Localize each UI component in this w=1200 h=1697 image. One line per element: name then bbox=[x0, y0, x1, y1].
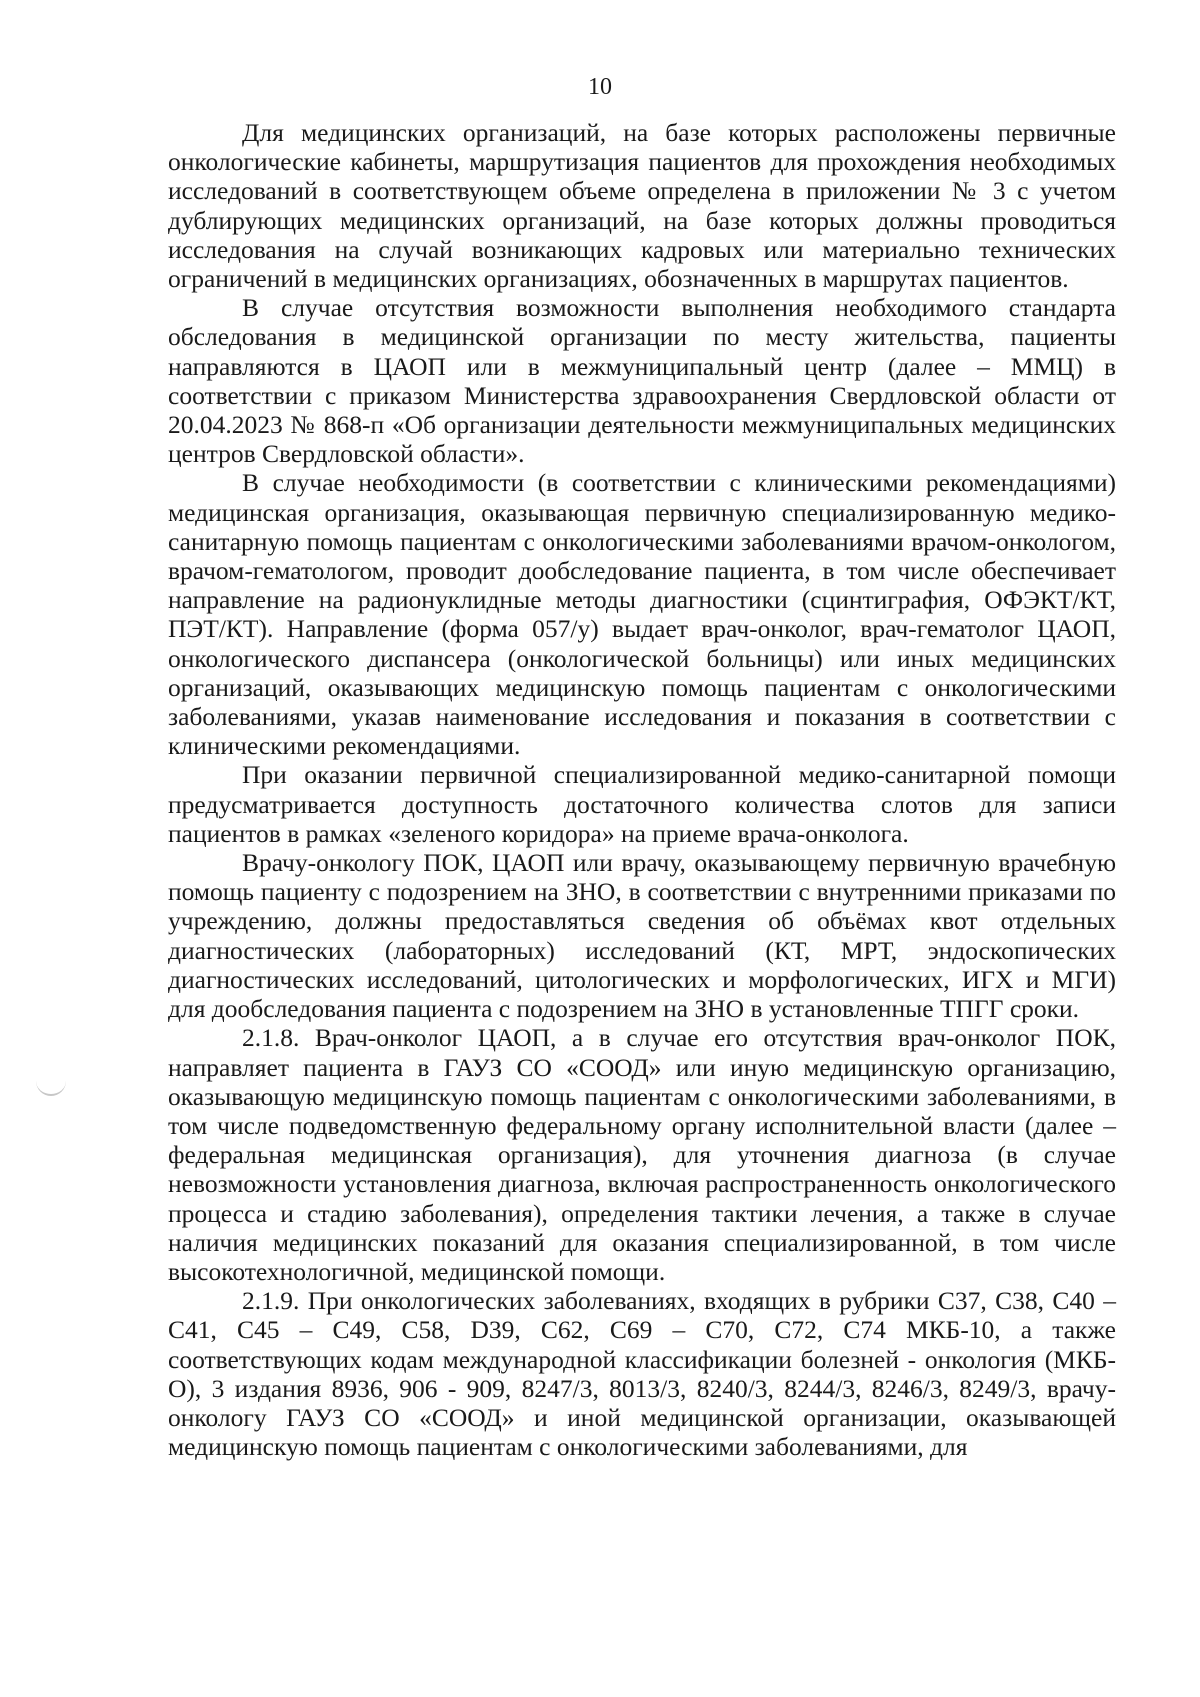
paragraph-additional-examination: В случае необходимости (в соответствии с клиническими рекомендациями) медицинская организация, оказывающая первичную специализированную медико-санитарную помощь пациентам с онкологическими заболеваниями врачом-онкологом, врачом-гематологом, проводит дообследование пациента, в том числе обеспечивает направление на радионуклидные методы диагностики (сцинтиграфия, ОФЭКТ/КТ, ПЭТ/КТ). Направление (форма 057/у) выдает врач-онколог, врач-гематолог ЦАОП, онкологического диспансера (онкологической больницы) или иных медицинских организаций, оказывающих медицинскую помощь пациентам с онкологическими заболеваниями, указав наименование исследования и показания в соответствии с клиническими рекомендациями. bbox=[168, 468, 1116, 761]
paragraph-section-2-1-8: 2.1.8. Врач-онколог ЦАОП, а в случае его отсутствия врач-онколог ПОК, направляет пациента в ГАУЗ СО «СООД» или иную медицинскую организацию, оказывающую медицинскую помощь пациентам с онкологическими заболеваниями, в том числе подведомственную федеральному органу исполнительной власти (далее – федеральная медицинская организация), для уточнения диагноза (в случае невозможности установления диагноза, включая распространенность онкологического процесса и стадию заболевания), определения тактики лечения, а также в случае наличия медицинских показаний для оказания специализированной, в том числе высокотехнологичной, медицинской помощи. bbox=[168, 1023, 1116, 1286]
paragraph-quota-information: Врачу-онкологу ПОК, ЦАОП или врачу, оказывающему первичную врачебную помощь пациенту с подозрением на ЗНО, в соответствии с внутренними приказами по учреждению, должны предоставляться сведения об объёмах квот отдельных диагностических (лабораторных) исследований (КТ, МРТ, эндоскопических диагностических исследований, цитологических и морфологических, ИГХ и МГИ) для дообследования пациента с подозрением на ЗНО в установленные ТПГГ сроки. bbox=[168, 848, 1116, 1024]
page-number: 10 bbox=[588, 74, 612, 100]
document-body bbox=[168, 118, 1116, 1461]
paragraph-no-examination-possibility: В случае отсутствия возможности выполнения необходимого стандарта обследования в медицинской организации по месту жительства, пациенты направляются в ЦАОП или в межмуниципальный центр (далее – ММЦ) в соответствии с приказом Министерства здравоохранения Свердловской области от 20.04.2023 № 868-п «Об организации деятельности межмуниципальных медицинских центров Свердловской области». bbox=[168, 293, 1116, 469]
paragraph-green-corridor: При оказании первичной специализированной медико-санитарной помощи предусматривается доступность достаточного количества слотов для записи пациентов в рамках «зеленого коридора» на приеме врача-онколога. bbox=[168, 760, 1116, 848]
scan-artifact-mark bbox=[36, 1080, 66, 1096]
paragraph-oncology-rooms-routing: Для медицинских организаций, на базе которых расположены первичные онкологические кабинеты, маршрутизация пациентов для прохождения необходимых исследований в соответствующем объеме определена в приложении № 3 с учетом дублирующих медицинских организаций, на базе которых должны проводиться исследования на случай возникающих кадровых или материально технических ограничений в медицинских организациях, обозначенных в маршрутах пациентов. bbox=[168, 118, 1116, 294]
paragraph-section-2-1-9: 2.1.9. При онкологических заболеваниях, входящих в рубрики С37, С38, С40 – С41, С45 – С49, С58, D39, С62, С69 – С70, С72, С74 МКБ-10, а также соответствующих кодам международной классификации болезней - онкология (МКБ-О), 3 издания 8936, 906 - 909, 8247/3, 8013/3, 8240/3, 8244/3, 8246/3, 8249/3, врачу-онкологу ГАУЗ СО «СООД» и иной медицинской организации, оказывающей медицинскую помощь пациентам с онкологическими заболеваниями, для bbox=[168, 1286, 1116, 1462]
